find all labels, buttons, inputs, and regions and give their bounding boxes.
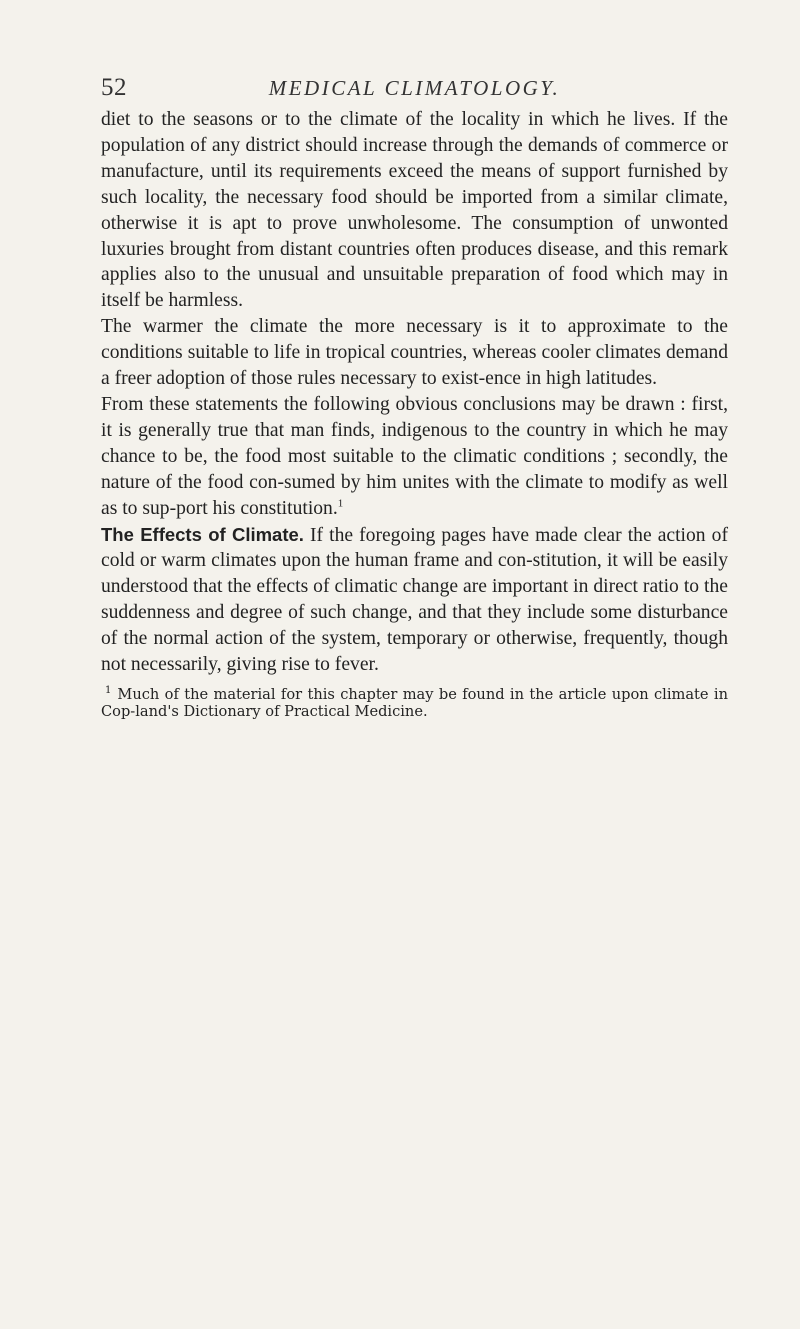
body-text — [101, 107, 728, 720]
section-lead-heading: The Effects of Climate. — [101, 523, 304, 545]
paragraph-text: diet to the seasons or to the climate of the locality in which he lives. If the population of any district should increase through the demands of commerce or manufacture, until its requirements exceed the means of support furnished by such locality, the necessary food should be imported from a similar climate, otherwise it is apt to prove unwholesome. The consumption of unwonted luxuries brought from distant countries often produces disease, and this remark applies also to the unusual and unsuitable preparation of food which may in itself be harmless. — [101, 109, 728, 312]
paragraph-text: From these statements the following obvious conclusions may be drawn : first, it is generally true that man finds, indigenous to the country in which he may chance to be, the food most suitable to the climatic conditions ; secondly, the nature of the food con-sumed by him unites with the climate to modify as well as to sup-port his constitution. — [101, 393, 728, 519]
paragraph-warmer-climate — [101, 314, 728, 392]
paragraph-conclusions — [101, 392, 728, 522]
page-number: 52 — [101, 74, 127, 101]
running-head — [101, 74, 728, 104]
footnote-mark: 1 — [105, 685, 112, 697]
running-title: MEDICAL CLIMATOLOGY. — [268, 76, 561, 100]
footnote-reference: 1 — [337, 497, 344, 510]
paragraph-effects-of-climate — [101, 522, 728, 678]
paragraph-text: If the foregoing pages have made clear the action of cold or warm climates upon the human frame and con-stitution, it will be easily understood that the effects of climatic change are important in direct ratio to the suddenness and degree of such change, and that they include some disturbance of the normal action of the system, temporary or otherwise, frequently, though not necessarily, giving rise to fever. — [101, 524, 728, 676]
paragraph-diet — [101, 107, 728, 314]
footnote — [101, 686, 728, 720]
footnote-text: Much of the material for this chapter may be found in the article upon climate in Cop-land's Dictionary of Practical Medicine. — [101, 685, 728, 720]
paragraph-text: The warmer the climate the more necessary is it to approximate to the conditions suitable to life in tropical countries, whereas cooler climates demand a freer adoption of those rules necessary to exist-ence in high latitudes. — [101, 316, 728, 390]
